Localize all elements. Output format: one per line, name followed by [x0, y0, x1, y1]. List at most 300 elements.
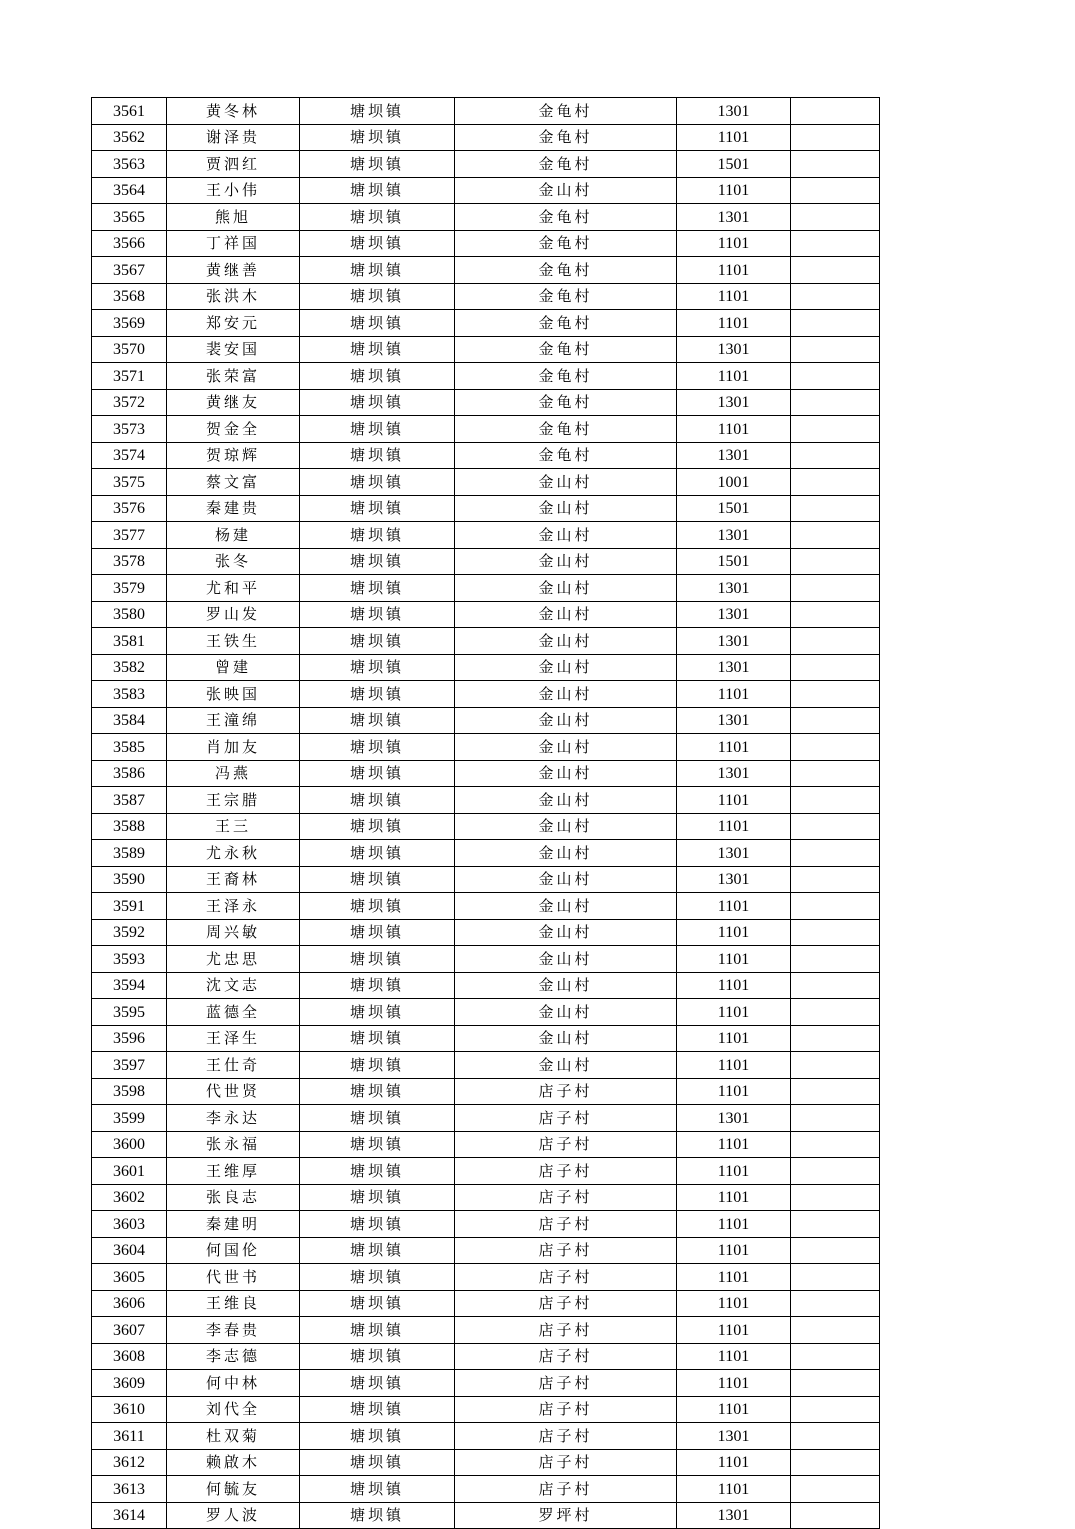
remark-cell — [791, 866, 880, 893]
village-cell: 金山村 — [455, 787, 677, 814]
village-cell: 金山村 — [455, 760, 677, 787]
code-cell: 1101 — [677, 681, 791, 708]
town-cell: 塘坝镇 — [300, 734, 455, 761]
table-row — [92, 1211, 880, 1238]
row-number-cell: 3582 — [92, 654, 167, 681]
remark-cell — [791, 1264, 880, 1291]
person-name-cell: 罗人波 — [167, 1502, 300, 1529]
row-number-cell: 3586 — [92, 760, 167, 787]
code-cell: 1301 — [677, 575, 791, 602]
village-cell: 金山村 — [455, 654, 677, 681]
town-cell: 塘坝镇 — [300, 575, 455, 602]
town-cell: 塘坝镇 — [300, 1370, 455, 1397]
data-table-container — [91, 97, 880, 1529]
table-row — [92, 1264, 880, 1291]
person-name-cell: 杜双菊 — [167, 1423, 300, 1450]
table-row — [92, 734, 880, 761]
code-cell: 1101 — [677, 1052, 791, 1079]
person-name-cell: 刘代全 — [167, 1396, 300, 1423]
remark-cell — [791, 204, 880, 231]
remark-cell — [791, 760, 880, 787]
remark-cell — [791, 469, 880, 496]
town-cell: 塘坝镇 — [300, 1423, 455, 1450]
code-cell: 1301 — [677, 601, 791, 628]
village-cell: 金山村 — [455, 1025, 677, 1052]
remark-cell — [791, 893, 880, 920]
person-name-cell: 郑安元 — [167, 310, 300, 337]
table-row — [92, 204, 880, 231]
person-name-cell: 王潼绵 — [167, 707, 300, 734]
code-cell: 1101 — [677, 1184, 791, 1211]
code-cell: 1301 — [677, 628, 791, 655]
remark-cell — [791, 1025, 880, 1052]
row-number-cell: 3604 — [92, 1237, 167, 1264]
code-cell: 1101 — [677, 734, 791, 761]
code-cell: 1501 — [677, 548, 791, 575]
table-row — [92, 1396, 880, 1423]
person-name-cell: 张映国 — [167, 681, 300, 708]
row-number-cell: 3596 — [92, 1025, 167, 1052]
row-number-cell: 3570 — [92, 336, 167, 363]
person-name-cell: 蓝德全 — [167, 999, 300, 1026]
village-cell: 店子村 — [455, 1078, 677, 1105]
row-number-cell: 3571 — [92, 363, 167, 390]
person-name-cell: 何国伦 — [167, 1237, 300, 1264]
person-name-cell: 秦建贵 — [167, 495, 300, 522]
town-cell: 塘坝镇 — [300, 1158, 455, 1185]
table-row — [92, 363, 880, 390]
remark-cell — [791, 707, 880, 734]
code-cell: 1101 — [677, 999, 791, 1026]
village-cell: 金山村 — [455, 575, 677, 602]
person-name-cell: 黄继善 — [167, 257, 300, 284]
town-cell: 塘坝镇 — [300, 257, 455, 284]
village-cell: 金龟村 — [455, 151, 677, 178]
remark-cell — [791, 734, 880, 761]
code-cell: 1301 — [677, 336, 791, 363]
person-name-cell: 周兴敏 — [167, 919, 300, 946]
town-cell: 塘坝镇 — [300, 946, 455, 973]
row-number-cell: 3587 — [92, 787, 167, 814]
remark-cell — [791, 946, 880, 973]
person-name-cell: 尤忠思 — [167, 946, 300, 973]
village-cell: 金龟村 — [455, 283, 677, 310]
town-cell: 塘坝镇 — [300, 310, 455, 337]
remark-cell — [791, 230, 880, 257]
row-number-cell: 3602 — [92, 1184, 167, 1211]
person-name-cell: 杨建 — [167, 522, 300, 549]
person-name-cell: 熊旭 — [167, 204, 300, 231]
table-row — [92, 1078, 880, 1105]
row-number-cell: 3614 — [92, 1502, 167, 1529]
code-cell: 1001 — [677, 469, 791, 496]
remark-cell — [791, 151, 880, 178]
remark-cell — [791, 416, 880, 443]
table-row — [92, 972, 880, 999]
table-row — [92, 257, 880, 284]
row-number-cell: 3603 — [92, 1211, 167, 1238]
remark-cell — [791, 1105, 880, 1132]
village-cell: 金龟村 — [455, 416, 677, 443]
town-cell: 塘坝镇 — [300, 866, 455, 893]
row-number-cell: 3608 — [92, 1343, 167, 1370]
town-cell: 塘坝镇 — [300, 1237, 455, 1264]
row-number-cell: 3573 — [92, 416, 167, 443]
row-number-cell: 3568 — [92, 283, 167, 310]
person-name-cell: 王仕奇 — [167, 1052, 300, 1079]
remark-cell — [791, 336, 880, 363]
data-table — [91, 97, 880, 1529]
person-name-cell: 黄继友 — [167, 389, 300, 416]
town-cell: 塘坝镇 — [300, 363, 455, 390]
table-row — [92, 124, 880, 151]
village-cell: 金山村 — [455, 522, 677, 549]
table-row — [92, 654, 880, 681]
town-cell: 塘坝镇 — [300, 283, 455, 310]
row-number-cell: 3579 — [92, 575, 167, 602]
row-number-cell: 3574 — [92, 442, 167, 469]
row-number-cell: 3597 — [92, 1052, 167, 1079]
table-row — [92, 1343, 880, 1370]
remark-cell — [791, 919, 880, 946]
row-number-cell: 3572 — [92, 389, 167, 416]
person-name-cell: 贺金全 — [167, 416, 300, 443]
table-row — [92, 1449, 880, 1476]
code-cell: 1101 — [677, 177, 791, 204]
person-name-cell: 王维厚 — [167, 1158, 300, 1185]
town-cell: 塘坝镇 — [300, 1396, 455, 1423]
code-cell: 1301 — [677, 1502, 791, 1529]
village-cell: 店子村 — [455, 1158, 677, 1185]
table-row — [92, 1158, 880, 1185]
village-cell: 金山村 — [455, 866, 677, 893]
town-cell: 塘坝镇 — [300, 1449, 455, 1476]
village-cell: 金山村 — [455, 495, 677, 522]
village-cell: 店子村 — [455, 1449, 677, 1476]
village-cell: 店子村 — [455, 1105, 677, 1132]
town-cell: 塘坝镇 — [300, 1078, 455, 1105]
person-name-cell: 代世书 — [167, 1264, 300, 1291]
table-row — [92, 442, 880, 469]
table-row — [92, 336, 880, 363]
code-cell: 1101 — [677, 1343, 791, 1370]
code-cell: 1101 — [677, 1317, 791, 1344]
village-cell: 店子村 — [455, 1423, 677, 1450]
row-number-cell: 3593 — [92, 946, 167, 973]
row-number-cell: 3609 — [92, 1370, 167, 1397]
code-cell: 1101 — [677, 363, 791, 390]
town-cell: 塘坝镇 — [300, 1317, 455, 1344]
code-cell: 1101 — [677, 1158, 791, 1185]
remark-cell — [791, 575, 880, 602]
code-cell: 1101 — [677, 1211, 791, 1238]
town-cell: 塘坝镇 — [300, 1211, 455, 1238]
code-cell: 1301 — [677, 1105, 791, 1132]
village-cell: 金龟村 — [455, 98, 677, 125]
table-row — [92, 813, 880, 840]
village-cell: 金山村 — [455, 469, 677, 496]
town-cell: 塘坝镇 — [300, 1264, 455, 1291]
table-row — [92, 601, 880, 628]
row-number-cell: 3605 — [92, 1264, 167, 1291]
row-number-cell: 3564 — [92, 177, 167, 204]
town-cell: 塘坝镇 — [300, 1502, 455, 1529]
table-row — [92, 628, 880, 655]
person-name-cell: 李春贵 — [167, 1317, 300, 1344]
town-cell: 塘坝镇 — [300, 1105, 455, 1132]
remark-cell — [791, 1290, 880, 1317]
table-row — [92, 495, 880, 522]
remark-cell — [791, 124, 880, 151]
person-name-cell: 代世贤 — [167, 1078, 300, 1105]
town-cell: 塘坝镇 — [300, 1184, 455, 1211]
person-name-cell: 李永达 — [167, 1105, 300, 1132]
remark-cell — [791, 177, 880, 204]
town-cell: 塘坝镇 — [300, 1131, 455, 1158]
code-cell: 1301 — [677, 1423, 791, 1450]
remark-cell — [791, 1317, 880, 1344]
row-number-cell: 3584 — [92, 707, 167, 734]
row-number-cell: 3580 — [92, 601, 167, 628]
person-name-cell: 张洪木 — [167, 283, 300, 310]
village-cell: 店子村 — [455, 1343, 677, 1370]
town-cell: 塘坝镇 — [300, 681, 455, 708]
code-cell: 1101 — [677, 416, 791, 443]
person-name-cell: 王维良 — [167, 1290, 300, 1317]
table-row — [92, 548, 880, 575]
row-number-cell: 3567 — [92, 257, 167, 284]
village-cell: 店子村 — [455, 1370, 677, 1397]
table-row — [92, 310, 880, 337]
row-number-cell: 3565 — [92, 204, 167, 231]
person-name-cell: 张冬 — [167, 548, 300, 575]
town-cell: 塘坝镇 — [300, 628, 455, 655]
remark-cell — [791, 1078, 880, 1105]
code-cell: 1301 — [677, 98, 791, 125]
village-cell: 店子村 — [455, 1396, 677, 1423]
code-cell: 1301 — [677, 840, 791, 867]
village-cell: 金山村 — [455, 893, 677, 920]
table-row — [92, 1105, 880, 1132]
code-cell: 1101 — [677, 787, 791, 814]
table-row — [92, 389, 880, 416]
code-cell: 1301 — [677, 707, 791, 734]
person-name-cell: 丁祥国 — [167, 230, 300, 257]
remark-cell — [791, 813, 880, 840]
person-name-cell: 冯燕 — [167, 760, 300, 787]
town-cell: 塘坝镇 — [300, 919, 455, 946]
remark-cell — [791, 1449, 880, 1476]
village-cell: 金龟村 — [455, 124, 677, 151]
remark-cell — [791, 1423, 880, 1450]
code-cell: 1101 — [677, 1131, 791, 1158]
code-cell: 1101 — [677, 1370, 791, 1397]
code-cell: 1301 — [677, 760, 791, 787]
table-row — [92, 1025, 880, 1052]
person-name-cell: 赖啟木 — [167, 1449, 300, 1476]
row-number-cell: 3581 — [92, 628, 167, 655]
village-cell: 金龟村 — [455, 389, 677, 416]
row-number-cell: 3601 — [92, 1158, 167, 1185]
remark-cell — [791, 1476, 880, 1503]
person-name-cell: 黄冬林 — [167, 98, 300, 125]
remark-cell — [791, 442, 880, 469]
row-number-cell: 3576 — [92, 495, 167, 522]
table-row — [92, 1317, 880, 1344]
table-row — [92, 575, 880, 602]
code-cell: 1301 — [677, 522, 791, 549]
remark-cell — [791, 1052, 880, 1079]
code-cell: 1301 — [677, 654, 791, 681]
code-cell: 1101 — [677, 124, 791, 151]
person-name-cell: 沈文志 — [167, 972, 300, 999]
person-name-cell: 李志德 — [167, 1343, 300, 1370]
remark-cell — [791, 98, 880, 125]
table-row — [92, 999, 880, 1026]
village-cell: 店子村 — [455, 1317, 677, 1344]
remark-cell — [791, 1158, 880, 1185]
person-name-cell: 尤和平 — [167, 575, 300, 602]
row-number-cell: 3591 — [92, 893, 167, 920]
person-name-cell: 张良志 — [167, 1184, 300, 1211]
village-cell: 金山村 — [455, 734, 677, 761]
person-name-cell: 王泽生 — [167, 1025, 300, 1052]
remark-cell — [791, 1370, 880, 1397]
remark-cell — [791, 999, 880, 1026]
village-cell: 店子村 — [455, 1184, 677, 1211]
village-cell: 金龟村 — [455, 310, 677, 337]
code-cell: 1501 — [677, 151, 791, 178]
town-cell: 塘坝镇 — [300, 813, 455, 840]
code-cell: 1101 — [677, 972, 791, 999]
town-cell: 塘坝镇 — [300, 654, 455, 681]
town-cell: 塘坝镇 — [300, 389, 455, 416]
person-name-cell: 王三 — [167, 813, 300, 840]
village-cell: 金山村 — [455, 972, 677, 999]
row-number-cell: 3600 — [92, 1131, 167, 1158]
village-cell: 金龟村 — [455, 257, 677, 284]
code-cell: 1101 — [677, 1078, 791, 1105]
row-number-cell: 3577 — [92, 522, 167, 549]
village-cell: 店子村 — [455, 1264, 677, 1291]
village-cell: 金山村 — [455, 601, 677, 628]
person-name-cell: 罗山发 — [167, 601, 300, 628]
row-number-cell: 3569 — [92, 310, 167, 337]
code-cell: 1101 — [677, 1025, 791, 1052]
row-number-cell: 3594 — [92, 972, 167, 999]
town-cell: 塘坝镇 — [300, 1476, 455, 1503]
town-cell: 塘坝镇 — [300, 972, 455, 999]
remark-cell — [791, 389, 880, 416]
town-cell: 塘坝镇 — [300, 601, 455, 628]
village-cell: 罗坪村 — [455, 1502, 677, 1529]
remark-cell — [791, 972, 880, 999]
row-number-cell: 3585 — [92, 734, 167, 761]
remark-cell — [791, 654, 880, 681]
person-name-cell: 贾泗红 — [167, 151, 300, 178]
table-row — [92, 1502, 880, 1529]
person-name-cell: 王宗腊 — [167, 787, 300, 814]
town-cell: 塘坝镇 — [300, 760, 455, 787]
table-row — [92, 946, 880, 973]
table-row — [92, 416, 880, 443]
code-cell: 1101 — [677, 893, 791, 920]
table-row — [92, 681, 880, 708]
row-number-cell: 3583 — [92, 681, 167, 708]
person-name-cell: 王小伟 — [167, 177, 300, 204]
row-number-cell: 3588 — [92, 813, 167, 840]
table-row — [92, 469, 880, 496]
code-cell: 1101 — [677, 1476, 791, 1503]
row-number-cell: 3562 — [92, 124, 167, 151]
row-number-cell: 3613 — [92, 1476, 167, 1503]
table-row — [92, 707, 880, 734]
remark-cell — [791, 601, 880, 628]
village-cell: 金山村 — [455, 548, 677, 575]
remark-cell — [791, 1211, 880, 1238]
remark-cell — [791, 310, 880, 337]
table-row — [92, 1476, 880, 1503]
town-cell: 塘坝镇 — [300, 98, 455, 125]
table-row — [92, 893, 880, 920]
row-number-cell: 3607 — [92, 1317, 167, 1344]
remark-cell — [791, 1237, 880, 1264]
remark-cell — [791, 1184, 880, 1211]
town-cell: 塘坝镇 — [300, 548, 455, 575]
village-cell: 金山村 — [455, 840, 677, 867]
table-row — [92, 840, 880, 867]
row-number-cell: 3561 — [92, 98, 167, 125]
town-cell: 塘坝镇 — [300, 151, 455, 178]
remark-cell — [791, 840, 880, 867]
village-cell: 店子村 — [455, 1211, 677, 1238]
table-row — [92, 1370, 880, 1397]
town-cell: 塘坝镇 — [300, 124, 455, 151]
person-name-cell: 裴安国 — [167, 336, 300, 363]
village-cell: 金龟村 — [455, 442, 677, 469]
remark-cell — [791, 548, 880, 575]
town-cell: 塘坝镇 — [300, 1290, 455, 1317]
remark-cell — [791, 363, 880, 390]
remark-cell — [791, 787, 880, 814]
code-cell: 1101 — [677, 919, 791, 946]
code-cell: 1101 — [677, 1237, 791, 1264]
row-number-cell: 3606 — [92, 1290, 167, 1317]
code-cell: 1301 — [677, 204, 791, 231]
row-number-cell: 3611 — [92, 1423, 167, 1450]
row-number-cell: 3592 — [92, 919, 167, 946]
table-row — [92, 283, 880, 310]
town-cell: 塘坝镇 — [300, 469, 455, 496]
table-row — [92, 1423, 880, 1450]
table-row — [92, 1052, 880, 1079]
code-cell: 1101 — [677, 1449, 791, 1476]
code-cell: 1101 — [677, 283, 791, 310]
row-number-cell: 3566 — [92, 230, 167, 257]
table-row — [92, 760, 880, 787]
person-name-cell: 张永福 — [167, 1131, 300, 1158]
table-row — [92, 866, 880, 893]
village-cell: 金山村 — [455, 1052, 677, 1079]
person-name-cell: 蔡文富 — [167, 469, 300, 496]
code-cell: 1301 — [677, 389, 791, 416]
code-cell: 1301 — [677, 866, 791, 893]
town-cell: 塘坝镇 — [300, 1052, 455, 1079]
row-number-cell: 3598 — [92, 1078, 167, 1105]
code-cell: 1101 — [677, 310, 791, 337]
table-row — [92, 1131, 880, 1158]
town-cell: 塘坝镇 — [300, 522, 455, 549]
